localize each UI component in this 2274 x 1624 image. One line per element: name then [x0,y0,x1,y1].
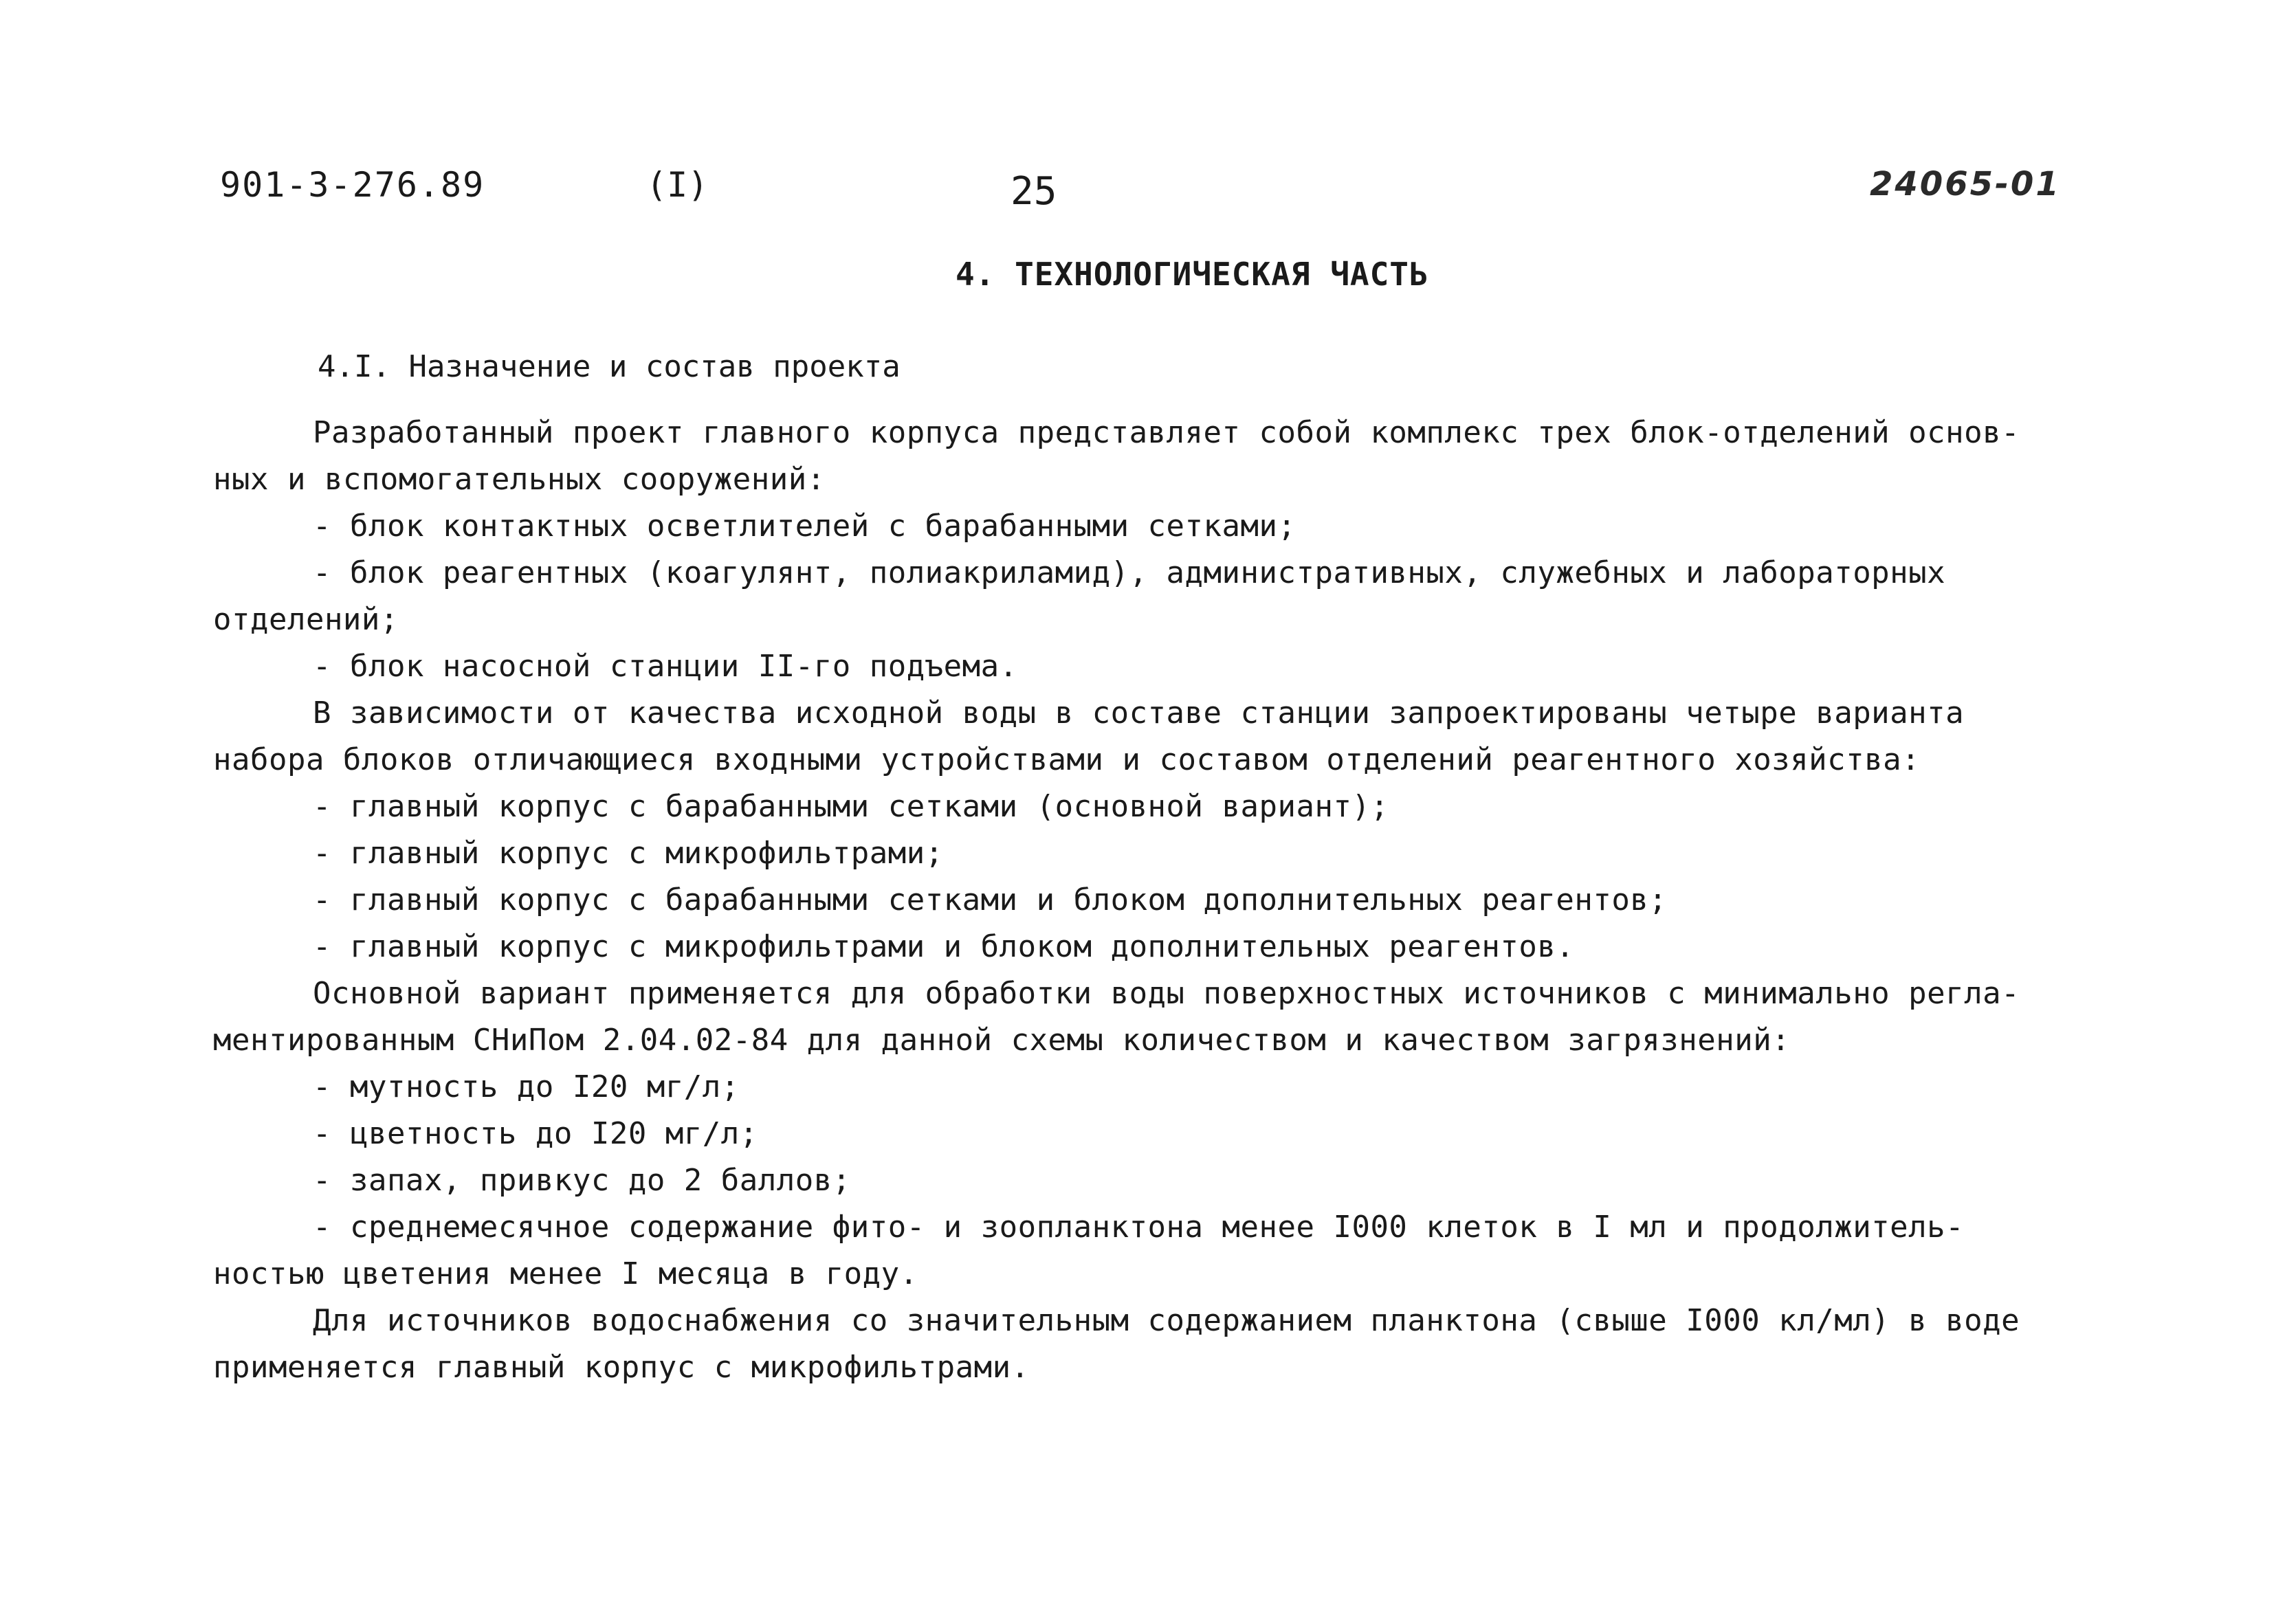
list-item: - главный корпус с микрофильтрами и блоком дополнительных реагентов. [313,929,1575,964]
text-line: Для источников водоснабжения со значительным содержанием планктона (свыше I000 кл/мл) в воде [313,1303,2020,1338]
subsection-heading: 4.I. Назначение и состав проекта [318,349,901,384]
inventory-stamp: 24065-01 [1870,165,2061,203]
list-item: - главный корпус с барабанными сетками (основной вариант); [313,789,1389,824]
text-line: Основной вариант применяется для обработки воды поверхностных источников с минимально регла- [313,976,2020,1011]
text-line: применяется главный корпус с микрофильтрами. [213,1350,1030,1385]
text-line: В зависимости от качества исходной воды в составе станции запроектированы четыре варианта [313,696,1965,731]
page-number: 25 [1011,169,1057,214]
text-line: Разработанный проект главного корпуса представляет собой комплекс трех блок-отделений основ- [313,415,2020,450]
section-title: 4. ТЕХНОЛОГИЧЕСКАЯ ЧАСТЬ [956,256,1429,293]
list-item: - главный корпус с барабанными сетками и блоком дополнительных реагентов; [313,882,1668,917]
list-item: - цветность до I20 мг/л; [313,1116,758,1151]
text-line: ментированным СНиПом 2.04.02-84 для данной схемы количеством и качеством загрязнений: [213,1023,1791,1058]
text-line: ных и вспомогательных сооружений: [213,462,826,497]
text-line: ностью цветения менее I месяца в году. [213,1256,918,1291]
list-item: - мутность до I20 мг/л; [313,1069,740,1104]
list-item: - среднемесячное содержание фито- и зоопланктона менее I000 клеток в I мл и продолжитель- [313,1210,1965,1245]
list-item: - блок реагентных (коагулянт, полиакриламид), административных, служебных и лабораторных [313,555,1946,590]
text-line: набора блоков отличающиеся входными устройствами и составом отделений реагентного хозяйства: [213,742,1921,777]
list-item: - блок насосной станции II-го подъема. [313,649,1018,684]
document-code: 901-3-276.89 [220,165,485,205]
text-line: отделений; [213,602,399,637]
page-header [220,165,2145,220]
volume-number: (I) [646,165,709,205]
list-item: - блок контактных осветлителей с барабанными сетками; [313,509,1296,544]
list-item: - запах, привкус до 2 баллов; [313,1163,851,1198]
body-text [213,410,2110,1391]
list-item: - главный корпус с микрофильтрами; [313,836,944,871]
